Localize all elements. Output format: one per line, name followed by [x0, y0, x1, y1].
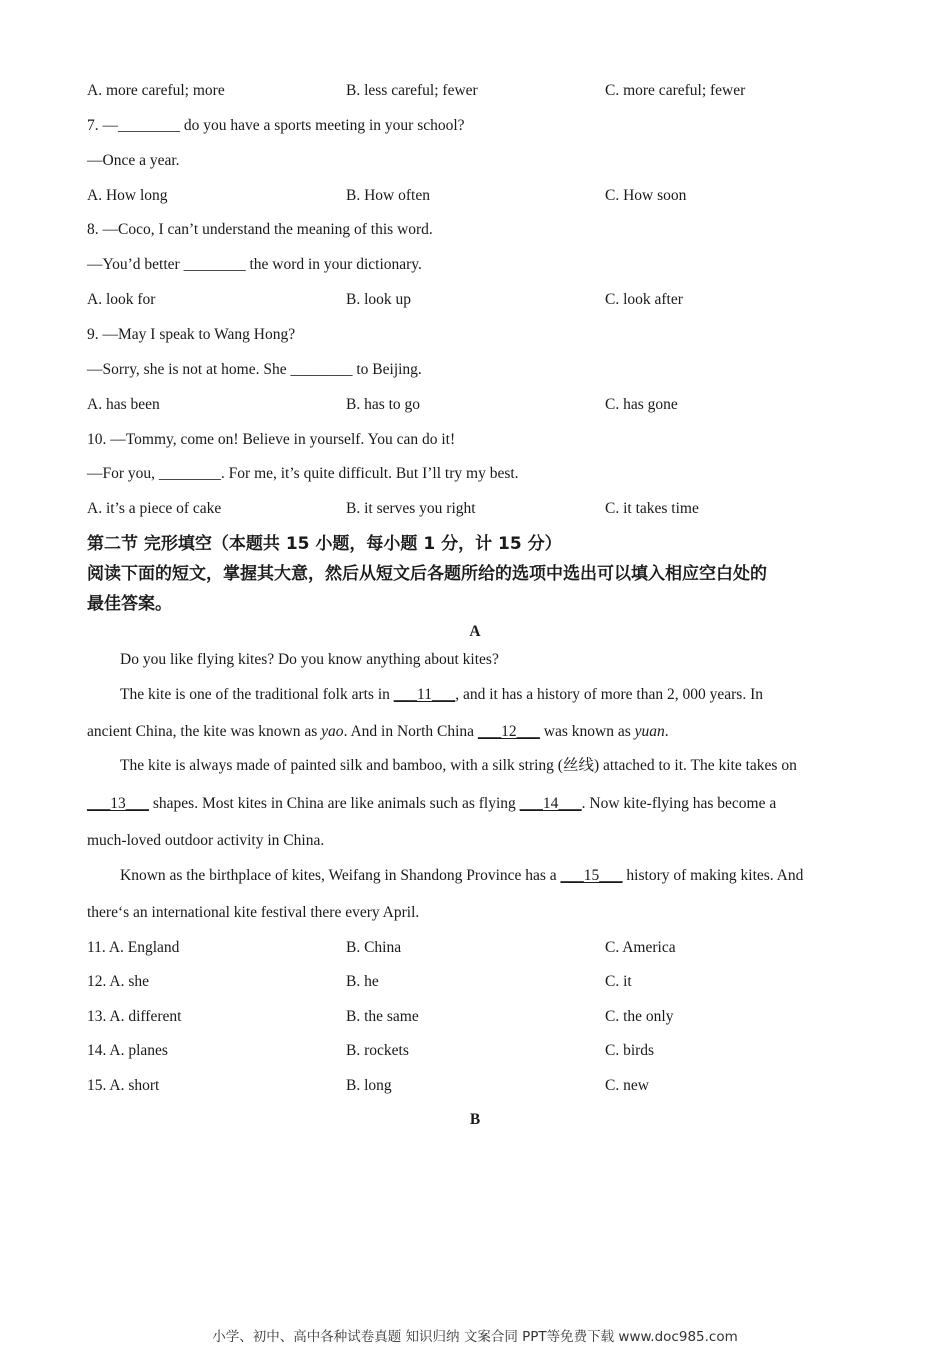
q9-option-a: A. has been — [87, 396, 160, 413]
q15-option-b: B. long — [346, 1077, 392, 1094]
blank-14: ___14___ — [519, 795, 582, 812]
q12-option-c: C. it — [605, 973, 632, 990]
q10-stem: 10. —Tommy, come on! Believe in yourself. You can do it! — [87, 431, 456, 448]
q9-stem: 9. —May I speak to Wang Hong? — [87, 326, 296, 343]
passage-a-text: shapes. Most kites in China are like animals such as flying — [149, 795, 520, 812]
section2-title: 第二节 完形填空（本题共 15 小题，每小题 1 分，计 15 分） — [87, 534, 562, 554]
passage-a-paragraph-4-cont — [87, 903, 419, 923]
q6-option-a: A. more careful; more — [87, 82, 225, 99]
passage-a-text: . — [664, 723, 669, 740]
q8-option-b: B. look up — [346, 291, 412, 308]
blank-15: ___15___ — [560, 867, 623, 884]
blank-11: ___11___ — [393, 686, 456, 703]
passage-a-paragraph-1 — [120, 650, 499, 670]
word-yuan: yuan — [634, 723, 665, 740]
q9-option-b: B. has to go — [346, 396, 421, 413]
passage-a-text: there‘s an international kite festival there every April. — [87, 904, 420, 921]
q6-option-c: C. more careful; fewer — [605, 82, 746, 99]
q10-reply: —For you, ________. For me, it’s quite difficult. But I’ll try my best. — [87, 465, 519, 482]
q10-option-b: B. it serves you right — [346, 500, 476, 517]
passage-a-paragraph-2-cont — [87, 722, 669, 742]
passage-a-text: was known as — [539, 723, 635, 740]
q11-option-b: B. China — [346, 939, 402, 956]
section2-instruction-line2: 最佳答案。 — [87, 594, 172, 614]
q7-reply: —Once a year. — [87, 152, 180, 169]
q15-option-c: C. new — [605, 1077, 649, 1094]
q7-option-b: B. How often — [346, 187, 430, 204]
passage-a-text: . And in North China — [343, 723, 478, 740]
q14-option-c: C. birds — [605, 1042, 655, 1059]
q14-option-a: 14. A. planes — [87, 1042, 168, 1059]
q11-option-a: 11. A. England — [87, 939, 180, 956]
passage-a-paragraph-2 — [120, 685, 763, 705]
q10-option-c: C. it takes time — [605, 500, 699, 517]
blank-13: ___13___ — [87, 795, 149, 812]
q8-option-a: A. look for — [87, 291, 156, 308]
passage-b-label: B — [469, 1111, 481, 1128]
passage-a-paragraph-3-cont — [87, 794, 776, 814]
section2-instruction-line1: 阅读下面的短文，掌握其大意，然后从短文后各题所给的选项中选出可以填入相应空白处的 — [87, 564, 767, 584]
blank-12: ___12___ — [477, 723, 540, 740]
passage-a-text: Do you like flying kites? Do you know anything about kites? — [120, 651, 499, 668]
q7-option-a: A. How long — [87, 187, 168, 204]
passage-a-text: ancient China, the kite was known as — [87, 723, 322, 740]
passage-a-paragraph-4 — [120, 866, 803, 886]
passage-a-text: Known as the birthplace of kites, Weifang in Shandong Province has a — [120, 867, 561, 884]
word-yao: yao — [321, 723, 344, 740]
passage-a-text: . Now kite-flying has become a — [581, 795, 777, 812]
q8-stem: 8. —Coco, I can’t understand the meaning of this word. — [87, 221, 433, 238]
q13-option-b: B. the same — [346, 1008, 419, 1025]
passage-a-text: , and it has a history of more than 2, 000 years. In — [455, 686, 763, 703]
q12-option-a: 12. A. she — [87, 973, 149, 990]
q15-option-a: 15. A. short — [87, 1077, 160, 1094]
q14-option-b: B. rockets — [346, 1042, 409, 1059]
passage-a-text: much-loved outdoor activity in China. — [87, 832, 325, 849]
q6-option-b: B. less careful; fewer — [346, 82, 478, 99]
q8-option-c: C. look after — [605, 291, 683, 308]
q9-option-c: C. has gone — [605, 396, 678, 413]
passage-a-label: A — [469, 623, 481, 640]
page-footer: 小学、初中、高中各种试卷真题 知识归纳 文案合同 PPT等免费下载 www.doc985.com — [212, 1329, 738, 1345]
passage-a-paragraph-3-end — [87, 831, 324, 851]
q12-option-b: B. he — [346, 973, 379, 990]
q7-option-c: C. How soon — [605, 187, 687, 204]
passage-a-text: The kite is always made of painted silk and bamboo, with a silk string (丝线) attached to it. The kite takes on — [120, 757, 797, 774]
q9-reply: —Sorry, she is not at home. She ________ to Beijing. — [87, 361, 422, 378]
q7-stem: 7. —________ do you have a sports meeting in your school? — [87, 117, 465, 134]
passage-a-text: The kite is one of the traditional folk arts in — [120, 686, 394, 703]
passage-a-text: history of making kites. And — [622, 867, 804, 884]
q13-option-a: 13. A. different — [87, 1008, 182, 1025]
q8-reply: —You’d better ________ the word in your dictionary. — [87, 256, 422, 273]
passage-a-paragraph-3 — [120, 756, 797, 776]
q11-option-c: C. America — [605, 939, 676, 956]
q10-option-a: A. it’s a piece of cake — [87, 500, 222, 517]
q13-option-c: C. the only — [605, 1008, 674, 1025]
